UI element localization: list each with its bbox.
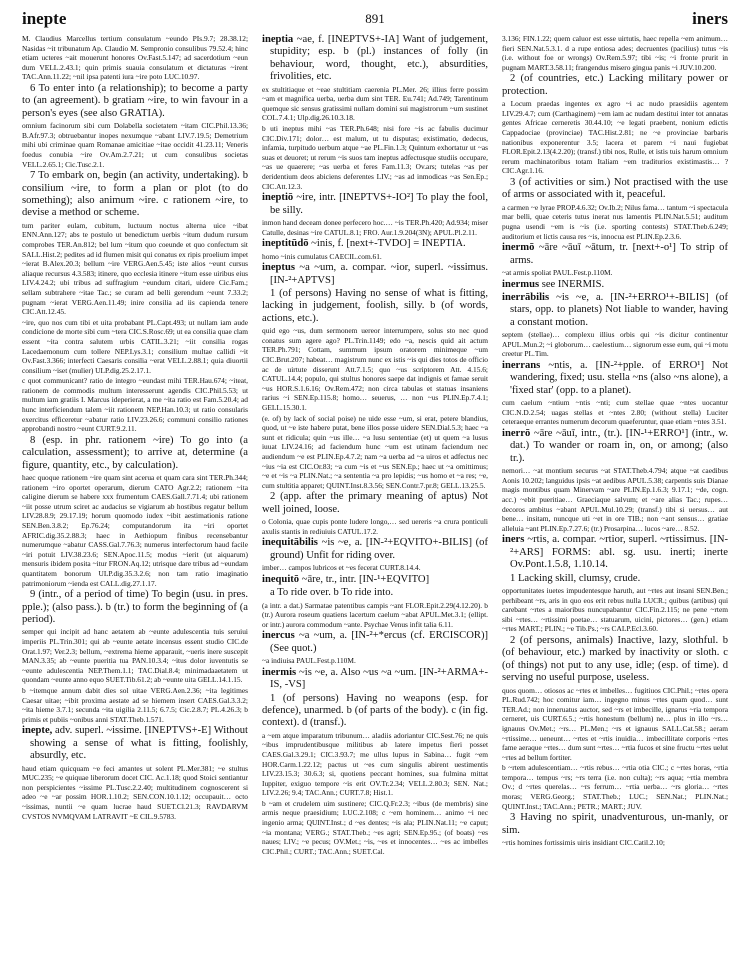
page-number: 891 [365,11,385,26]
citation-block: ~a indiuisa PAUL.Fest.p.110M. [262,656,356,666]
citation-block: cum caelum ~ntium ~ntis ~nti; cum stellae quae ~ntes uocantur CIC.N.D.2.54; uagas stellas et ~ntes 2.80; (without stella) Luciter ceteraeque errantes numerum decorum quaeferuntur, quae etiam ~ntes 3.51. [502,398,728,427]
entry-gloss: ~rtis, a. compar. ~rtior, superl. ~rtissimus. [IN-²+ARS] FORMS: abl. sg. usu. inerti; inerte Ov.Pont.1.5.8, 1.10.14. [510,534,728,571]
citation-block: c quot communicant? ratio de integro ~eundast mihi TER.Hau.674; ~iteat, rationem de commodis multum interesserunt agendis CIC.Phil.5.53; ut multum iam gratiis I. Marcus ideperierat, a me ~ita ratio est Fam.5.20.4; ad hunc interficiendum talem ~iit rationem NEP.Han.10.3; ut ratio consularis exercitus efficeretur ~abatur ratio LIV.23.26.6; communi consilio rationes approbandi nostro ~eunt CURT.9.2.11. [22,376,248,434]
entry-gloss: ~is ~e, a. [IN-²+ERRO¹+-BILIS] (of stars, opp. to planets) Not liable to wander, having a constant motion. [510,291,728,328]
citation-block: a carmen ~e lyrae PROP.4.6.32; Ov.Ib.2; Nilus fama… tantum ~i spectacula mar belli, quae ceteris tutus inerat nus lamentis PLIN.Nat.5.51; auditum pugna usendi ~em is ~is (i.e. sporting contests) STAT.Theb.6.249; auditorium et lictis causa res ~is, innocua est PLIN.Ep.2.3.6. [502,202,728,241]
dictionary-entry [502,534,728,571]
entry-gloss: ~āre, tr., intr. [IN-¹+EQVITO] [299,573,430,585]
entry-gloss: ~ae, f. [INEPTVS+-IA] Want of judgement, stupidity; esp. b (pl.) instances of folly (in behaviour, word, thought, etc.), absurdities, frivolities, etc. [270,34,488,83]
headword: ineptitūdō [262,238,309,250]
citation-block: semper qui incipit ad hanc aetatem ab ~eunte adulescentia tuis seruiui imperiis PL.Trin.301; qui ab ~eunte aetate incensus essent studio CIC.de Orat.1.97; Ver.2.3; bellum, ~extrema hieme apparauit, ~ueris inere suscepit MAN.3.35; ab ~eunte pueritia tua PAN.10.3.4; ~itus dolor iuventutis se ~eunte adulescentia NEP.Them.1.1; TAC.Dial.8.4; minimadaaetatem ut quondam ~eunte anno equo SUET.Tib.61.2; ab ~eunte uita GELL.14.1.15. [22,627,248,685]
sense-definition: a To ride over. b To ride into. [270,587,394,599]
citation-block: a Locum praedas ingentes ex agro ~i ac nudo praesidiis agentem LIV.29.4.7; cum (Carthaginem) ~em iam ac nudam destitui inter tot annatas gentes Africae cerneretis 30.44.10; ~e legati praebent, nonium edictis Cappadociae (provinciae) TAC.Hist.2.81; ne ~e provinciae barbaris nationibus exponerentur 3.5; lacera et parem ~i naui fugiebat FLOR.Epit.2.13(4.2.20); (transf.) tibi nos, Rulle, et istis tuis harum omnium rerum machinatoribus totam Italiam ~em traditurios existimastis… ? CIC.Agr.1.16. [502,99,728,176]
citation-block: ~ire, quo nos cum tibi et uita probabant PL.Capt.493; ut nullam iam aude condicione de morte sibi cum ~tera CIC.S.Rosc.69; ut ea consilia quae clam essent ~ita contra salutem urbis CATIL.3.21; ~iit consilia rogas Lacedaemonum cum tollere NEP.Lys.3.1; consilium multae callidi ~it Ov.Fast.3.366; interfecti Caesaris consilia ~erat VELL.2.88.1; quia diuortii consilium ~iset (mulier) ULP.dig.25.2.17.1. [22,317,248,375]
entry-gloss: ~is ~e, a. Also ~us ~a ~um. [IN-²+ARMA+-IS, -VS] [270,666,488,691]
citation-block: o Colonia, quae cupis ponte ludere longo,… sed uereris ~a crura ponticuli axulis stantis in rediuiuis CATUL.17.2. [262,517,488,536]
entry-gloss: see INERMIS. [539,278,605,290]
sense-definition: 2 (of persons, animals) Inactive, lazy, slothful. b (of behaviour, etc.) marked by inactivity or sloth. c (of things) not put to any use, idle; (esp. of time). d serving no useful purpose, useless. [502,634,728,684]
dictionary-entry [502,242,728,267]
citation-block: b uti ineptus mihi ~as TER.Ph.648; nisi fore ~is ac fabulis ducimur CIC.Div.171; dolor… est malum, ut tu disputas; existimatio, dedecus, infamia, turpitudo uerbum atque ~ae PL.Fin.1.3; Quintum exhortatur ut ~as suas et deuoret; ut rerum ~is suos tam ineptus adfectusque studiis occupare, ~as ue quaerere; ~as uerba et feres Fam.11.3; Ov.ars; tutelas ~as per deridentium deos abiciens deferentes LIV.; ~as ad inmodicas ~as Sen.Ep.; CIC.Att.12.3. [262,124,488,191]
entry-gloss: ~āre ~āuī, intr., (tr.). [IN-¹+ERRO¹] (intr., w. dat.) To wander or roam in, on, or among; (also tr.). [510,427,728,464]
entry-gloss: ~āre ~āuī ~ātum, tr. [next+-o¹] To strip of arms. [510,242,728,266]
headword: inerrābilis [502,291,550,303]
citation-block: omnium facinorum sibi cum Dolabella societatem ~itam CIC.Phil.13.36; B.Afr.97.3; obtruebantur inopes nexumque ~abant LIV.7.19.5; Demetrium mihi ubi criminae quam Romanae amicitiae ~itae occidit 41.23.11; Veneris foedus conubia ~ire Ov.Am.2.7.21; ut cum consulibus societas VELL.2.65.1; Cic.Tusc.2.1. [22,121,248,169]
sense-definition: 1 (of persons) Having no weapons (esp. for defence), unarmed. b (of parts of the body). c (in fig. context). d (transf.). [262,692,488,729]
dictionary-columns [22,34,728,957]
column-right [502,34,728,957]
citation-block: 3.136; FIN.1.22; quem caluor est esse uirtutis, haec repella ~em animum… fieri SEN.Nat.5.3.1. d a rupe entiosa ades; decruentes (pacilius) tutus ~is (i.e. without foe or wrongs) Ov.Rem.5.97; tibi ~is; ~i fronte prurit in pugnam MART.3.58.11; frangendus misero gingua panis ~i JUV.10.200. [502,34,728,72]
citation-block: M. Claudius Marcellus tertium consulatum ~eundo PIs.9.7; 28.38.12; Nasidas ~it tribunatum Ap. Claudio M. Sempronio consulibus 79.52.4; hinc etiam ucteres ~ait mouerunt honores Ov.Fast.5.147; ad sacerdotium ~eun dum VELL.2.43.1; quin primis suauia consulatum et dictaturas ~irent TAC.Ann.11.22; ~nil ipsa patenti iura ~ire poto LUC.10.97. [22,34,248,82]
sense-definition: 7 To embark on, begin (an activity, undertaking). b consilium ~ire, to form a plan or plot (to do something); also animum ~ire. c rationem ~ire, to devise a method or scheme. [22,170,248,219]
entry-gloss: ~ire, intr. [INEPTVS+-IO²] To play the fool, be silly. [270,192,488,216]
citation-block: b ~itemque annum dabit dies sol uitae VERG.Aen.2.36; ~ita legitimes Caesar uitae; ~ibit proxima aestate ad se hiemem insert CAES.Gal.3.3.2; ~ita hieme 3.7.1; secunda ~ita uigilia 2.11.5; 6.7.5; Cic.2.8.7; PL.4.26.3; b primis et pubiis ~onibus anni STAT.Theb.1.571. [22,685,248,724]
citation-block: ex stultitiaque et ~eae stultitiam caerenia PL.Mer. 26; illius ferre possim ~am et magnifica uerba, uerba dum sint TER. Eu.741; Ad.749; Tarentinum quemque sic sensus gratissimi nullam domini sui magistrorum ~um sustinet COL.7.4.1; Ulp.dig.26.10.3.18. [262,84,488,123]
column-left [22,34,248,957]
entry-gloss: ~inis, f. [next+-TVDO] = INEPTIA. [308,238,466,250]
headword: inerrō [502,427,531,439]
dictionary-entry [502,292,728,329]
sense-definition: 1 Lacking skill, clumsy, crude. [510,572,641,584]
dictionary-entry [262,667,488,692]
dictionary-entry [262,630,488,655]
citation-block: nemori… ~at montium securus ~at STAT.Theb.4.794; atque ~at caedibus Aonis 10.202; languidus ipsis ~at aedibus APUL.5.38; carpentis suis Dianae magis montibus quam Minervam ~are PLIN.Ep.1.6.3; 9.17.1; ~de, cogn. acc.) ~ebit pueritiae… Graeciaque salvum; et ~are alias Tac.; rupes… decoros ambitus ~abant APUL.Mul.10.29; (transf.) tibi si uersus… aut bene… insitam, nuncque uti ~et in ore TIB.; non ~ant sensus… gratiae alleluia ~ant PLIN.Ep.7.27.6; (tr.) Prosarpina… lucos ~are… 8.52. [502,466,728,533]
headword: inequitō [262,573,300,585]
citation-block: b ~rtem adulescentiam… ~rtis rebus… ~rtia otia CIC.; c ~rtes horas, ~rtia tempora… tempus ~rs; ~rs terra (i.e. non culta); ~rs aqua; ~rtia membra Ov.; d ~rtes querelas… ~rs ferrum… ~rtia uerba… ~rs gloria… ~rtes moras; VERG.Georg.; STAT.Theb.; LUC.; SEN.Nat.; PLIN.Nat.; QUINT.Inst.; TAC.Ann.; PETR.; MART.; JUV. [502,763,728,811]
dictionary-entry [22,725,248,762]
headword: inerrans [502,359,541,371]
dictionary-entry [262,537,488,562]
headword: inequitābilis [262,537,318,549]
guide-word-right: iners [692,9,728,28]
sense-definition: 8 (esp. in phr. rationem ~ire) To go into (a calculation, assessment); to arrive at, determine (a figure, quantity, etc., by calculation). [22,434,248,471]
dictionary-entry [262,574,488,586]
entry-gloss: ~a ~um, a. [IN-²+*ercus (cf. ERCISCOR)] (See quot.) [270,630,488,654]
citation-block: (e. of) by lack of social poise) ne uide esse ~um, si erat, petere blandius, quod, ut ~e iste habere putat, bene illos posse uidere SEN.Dial.5.3; haec ~a sunt et ridicula; quin ~us ille… ~a lusu sententiae (et) ut quem ~a lusus iuuat LIV.24.16; ad faciendum hunc ~um est utinam faciendum nec audiendum ~e est PLIN.Ep.4.7.2; nam ~a uerba ad ~a uiros et adfectus nec ~ius ~ia est CIC.Or.83; ~a cum ~is et ~us SEN.Ep.; haec ut ~a omittimus; ~e et ~is ~a PLIN.Nat.; ~a sententia ~a pro lepidis; ~us homo et ~a res; ~e, cum stultitia apparet; QUINT.Inst.8.3.56; SEN.Contr.7.pr.8; GELL.13.25.5. [262,413,488,490]
headword: iners [502,534,525,546]
entry-gloss: ~is ~e, a. [IN-²+EQVITO+-BILIS] (of ground) Unfit for riding over. [270,537,488,561]
sense-definition: 2 (app. after the primary meaning of aptus) Not well joined, loose. [262,491,488,515]
entry-gloss: adv. superl. ~issime. [INEPTVS+-E] Without showing a sense of what is fitting, foolishly, absurdly, etc. [30,725,248,762]
entry-gloss: ~ntis, a. [IN-²+pple. of ERRO¹] Not wandering, fixed; usu. stella ~ns (also ~ns alone), a 'fixed star' (opp. to a planet). [510,359,728,396]
headword: ineptia [262,34,294,45]
citation-block: inmon hand deceam donee perfecero hoc.… ~is TER.Ph.420; Ad.934; miser Catulle, desinas ~ire CATUL.8.1; FRO. Aur.1.9.204(3N); APUL.Pl.2.11. [262,217,488,237]
column-middle [262,34,488,957]
sense-definition: 9 (intr., of a period of time) To begin (usu. in pres. pple.); (also pass.). b (tr.) to form the beginning of (a period). [22,589,248,625]
citation-block: homo ~inis cumulatus CAECIL.com.61. [262,251,382,261]
citation-block: a ~em atque imparatum tribunum… aladiis adoriantur CIC.Sest.76; ne quis ~ibus imprudentibusque militibus ab latere impetus fieri posset CAES.Gal.3.29.1; CIC.3.93.7; me ullus lupus in Sabina… fugit ~em HOR.Carm.1.22.12; pactus ut ~es cum singulis abirent uestimentis LIV.23.15.3; 30.6.3; si, quotiens peccant homines, sua fulmina mittat Iuppiter, exiguo tempore ~is erit OV.Tr.2.34; VELL.2.80.3; SEN. Nat.; LIV.2.26; 9.4; TAC.Ann.; CURT.7.8; Hist.1. [262,730,488,798]
dictionary-entry [262,34,488,84]
citation-block: b ~am et crudelem uim sustinere; CIC.Q.Fr.2.3; ~ibus (de membris) sine armis neque praesidium; LUC.2.108; c ~em hominem… animo ~i nec ingenio arma; QUINT.Inst.; d ~es dentes; ~is ala; PLIN.Nat.11; ~e caput; ~ia montana; VERG.; STAT.Theb.; ~es agri; SEN.Ep.95.; (of boats) ~es naues; LIV.; ~e pecus; OV.Met.; ~is, ~es et innocentes… ~es ac imbelles CIC.Phil.; CURT.; TAC.Ann.; SUET.Cal. [262,798,488,856]
citation-block: (a intr. a dat.) Sarmatae patentibus campis ~ant FLOR.Epit.2.29(4.12.20). b (tr.) Aurora roseum quatiens lacertum caelum ~abat APUL.Met.3.1; (ellipt. or intr.) aurora commodum ~ante. Psychae Venus infit talia 6.11. [262,600,488,629]
headword: inercus [262,630,295,642]
citation-block: tum pariter eulam, cubitum, luctuum noctus alterna uice ~ibat ENN.Ann.127; abs te postulo ut benedictum uerbis ~itum dudum rursum comprobes TER.An.812; bel lum ~itum quo coeunde et quo confectum sit SALL.Hist.2; pedites ad id flumen misit qui conatus ex ripis proelium impet ~ierat B.Alex.20.3; bellum ~ire VERG.Aen.5.45; iste alios ~eunt cursus aliaque recursus 4.3.583; itinere, quo ecclesia itinere ~itum esse uiribus eius LIV.4.24.2; ubi tribus ad suffragium ~eundum citari, uidere Cic.Fam.; sellam subtrahere ~itae Tac.; se curam ad belli gerendum ~eunt 7.33.2; pugnam ~ierat VERG.Aen.11.49; inire consilia ad iis capienda tenere CIC.Att.12.45. [22,220,248,317]
headword: ineptus [262,262,295,274]
entry-gloss: ~a ~um, a. compar. ~ior, superl. ~issimus. [IN-²+APTVS] [270,262,488,286]
dictionary-entry [262,238,488,250]
dictionary-entry [502,360,728,397]
headword: inepte, [22,725,53,737]
page-header [22,9,728,31]
citation-block: ~rtis homines fortissimis uiris insidiant CIC.Catil.2.10; [502,838,665,848]
dictionary-entry [262,192,488,217]
citation-block: septem (stellae)… complexu illius orbis qui ~is dicitur continentur APUL.Mun.2; ~i globorum… caelestium… signorum esse eum, qui ~i motu creetur PL.Tim. [502,330,728,359]
headword: ineptiō [262,192,294,204]
citation-block: haud etiam quicquam ~e feci amantes ut solent PL.Mer.381; ~e stultus MUC.235; ~e quiquae liberorum docet CIC. Ac.1.18; quod Stoici sentiantur non perspicientes ~issime PL.Tusc.2.2.40; multitudinem cognoscerent si adeo ~e ~ar possim HOR.1.10.2; SEN.CON.10.1.12; occupauit… octo ~issimas, nuntii ~e quam lucrae haud SUET.Cl.21.3; RAVDARVM CVSTOS NVMQVAM LATRAVIT ~E CIL.9.5783. [22,763,248,821]
citation-block: imber… campos lubricos et ~es fecerat CURT.8.14.4. [262,563,421,573]
headword: inermis [262,666,297,678]
citation-block: quid ego ~us, dum sermonem uereor interrumpere, solus sto nec quod conatus sum agere ago? PL.Trin.1149; edo ~a, nescis quid ait actum TER.Ph.791; Cottam, summum ipsum oratorem minimeque ~um CIC.Brut.207; habeat… magistrum nunc ex istis ~is qui dies totos de officio ac de uirtute disserunt Att.7.1.5; quo ~us scriptorem Att. 4.15.6; CATUL.14.4; populo, qui stultus honores saepe dat indignis et famae seruit ~us HOR.S.1.6.16; Ov.Rem.472; non circa tabulas et statuas insaniens rarius ~i SEN.Ep.115.8; homo… seuerus, … non ~us PLIN.Ep.7.4.1; GELL.15.30.1. [262,326,488,412]
sense-definition: 3 Having no spirit, unadventurous, un-manly, or sim. [502,812,728,836]
sense-definition: 1 (of persons) Having no sense of what is fitting, lacking in judgement, foolish, silly. b (of words, actions, etc.). [262,287,488,324]
dictionary-entry [502,428,728,465]
sense-definition: 6 To enter into (a relationship); to become a party to (an agreement). b gratiam ~ire, to win favour in a person's eyes (see also GRATIA). [22,82,248,119]
headword: inermus [502,278,540,290]
citation-block: haec quoque rationem ~ire quam sint acerua et quam cara sint TER.Ph.344; rationem ~iro oportet operarum, dierum CATO Agr.2.2; rationem ~ita caligine dierum se habere xxx frumentum CAES.Gall.7.71.4; ubi rationem ~iit posse utrum sciret ac audacius se vigiarum ab hostibus regatur bellum LIV.28.8.9; 29.17.19; horum quomodo iudex ~ibit aestimationis ratione SEN.Ben.3.8.2; Ep.76.24; computandorum ita ~iri oportet AFRIC.dig.35.2.88.3; haec in Aethiopum finibus recensebantur numerumque ~abatur CASS.Gal.7.76.3; numerus interfectorum haud facile ~iri potuit LIV.38.23.6; SEN.Apoc.11.5; modus ~ierit (ut aiquarum) mensuris ibidem posita ~itur FRON.Aq.12; utrisque dare tribus ad ~eundam quantitatem bonorum ULP.dig.35.3.2.6; non tam ratio imaginatio patrimoniorum ~ienda est CALL.dig.27.1.17. [22,473,248,588]
dictionary-entry [502,279,728,291]
headword: inermō [502,242,535,254]
sense-definition: 2 (of countries, etc.) Lacking military power or protection. [502,73,728,97]
sense-definition: 3 (of activities or sim.) Not practised with the use of arms or associated with it, peaceful. [502,176,728,201]
citation-block: ~at armis spoliat PAUL.Fest.p.110M. [502,267,613,277]
citation-block: opportunitates iuetes impudentesque haruth, aut ~rtes aut insani SEN.Ben.; perhibeant ~rs, aris in quo eos erit rebus nulla LUCR.; quibus (artibus) qui carebant ~rtes a maioribus nuncupabantur CIC.Fin.2.115; ne pene ~rtem sibi ~rtes… ~rtissimi poetae… statuarum, uicini, pictores… (gen.) etiam ~rtes MART.; PLIN.; ~e Tib.Ps.; ~rs CALP.Ecl.3.60. [502,585,728,634]
guide-word-left: inepte [22,9,67,28]
citation-block: quos quom… otiosos ac ~rtes et imbelles… fugitiuos CIC.Phil.; ~rtes opera PL.Rud.742; hoc comitur iam… ingegno minus ~rtes quam quod… sunt TER.Ad.; non inneruatus auctor, sed ~rs et imbecille, ignarus ~ria tempora cerneret, uis CURT.6.5.; ~rtis honestum (bellum) ne… plus in illo ~rs… ignauus Ov.Met.; ~rs… PL.Men.; ~rs et ignauus SALL.Cat.58.; aeram ~rtissime… ueneunt… ~rtes et ~rtis inuidia… imbecillitate corporis ~rtes fame aeraque ~rtes… dum sunt ~rtes… ~rtia fucos et sine fructu ~rtes uelut ~rtes ad bellum fortiter. [502,685,728,762]
dictionary-entry [262,262,488,287]
